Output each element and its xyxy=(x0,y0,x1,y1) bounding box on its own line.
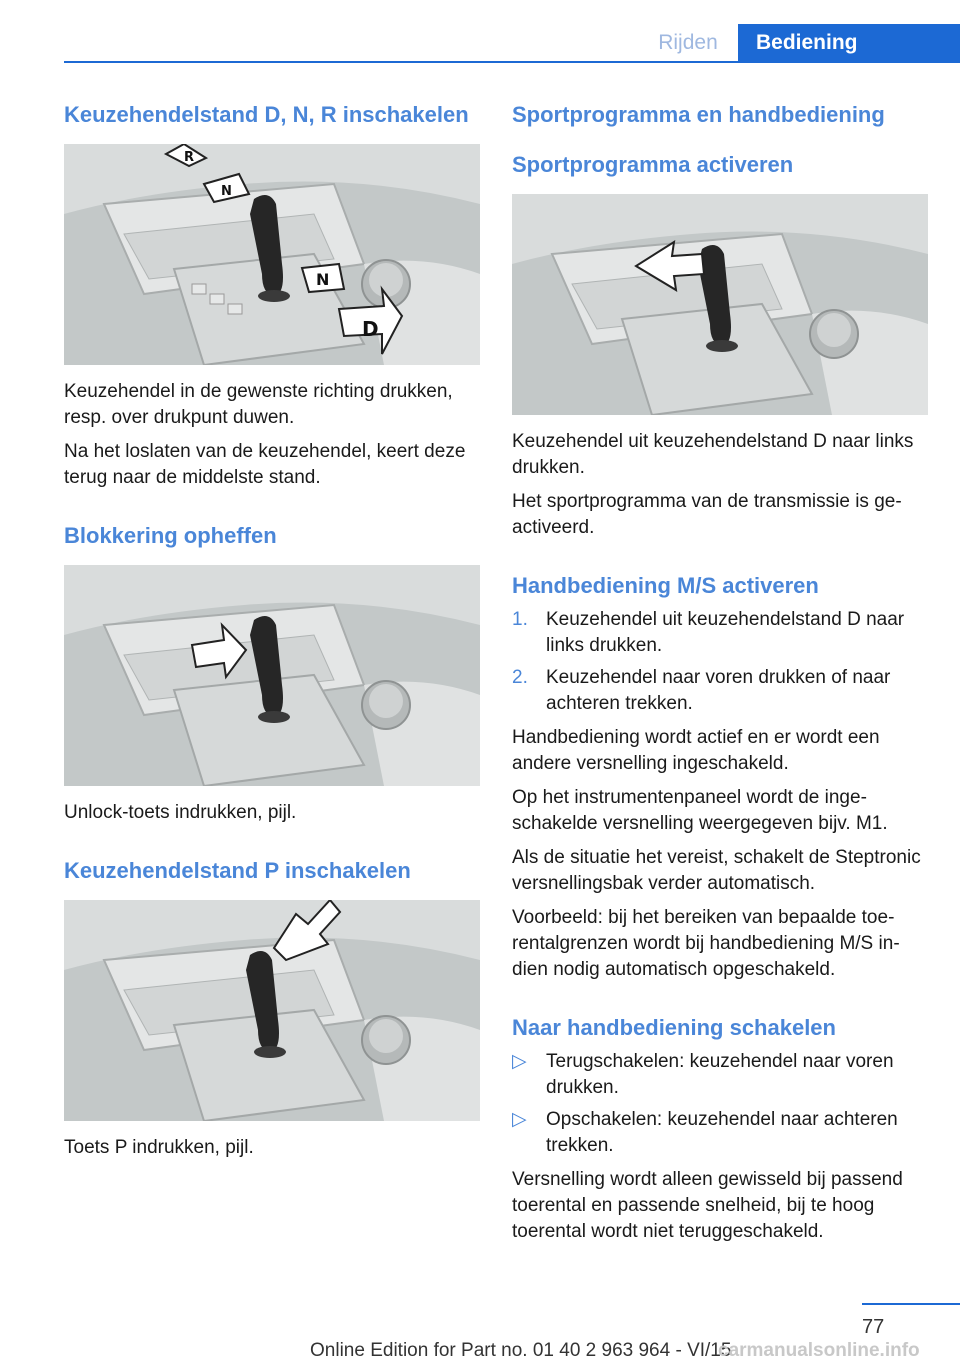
header-tab-bediening[interactable]: Bediening xyxy=(738,24,960,62)
paragraph-sport-2: Het sportprogramma van de transmissie is geactiveerd. xyxy=(512,491,902,538)
step-item xyxy=(512,665,928,717)
triangle-bullet-icon: ▷ xyxy=(512,1109,527,1130)
page-number: 77 xyxy=(862,1316,885,1338)
label-n-upper: N xyxy=(221,184,232,199)
label-n-lower: N xyxy=(316,270,330,289)
bullet-text: Opschakelen: keuzehendel naar achteren trekken. xyxy=(546,1109,898,1156)
step-text: Keuzehendel uit keuzehendelstand D naar links drukken. xyxy=(546,609,905,656)
steps-list xyxy=(512,607,928,717)
left-column xyxy=(64,100,480,1161)
paragraph-manual-5: Versnelling wordt alleen gewisseld bij passend toerental en passende snelheid, bij te hoog toerental wordt niet teruggeschakeld. xyxy=(512,1169,903,1242)
heading-dnr: Keuzehendelstand D, N, R inschakelen xyxy=(64,102,469,127)
paragraph-unlock: Unlock-toets indrukken, pijl. xyxy=(64,802,297,823)
figure-gear-selector-unlock xyxy=(64,565,480,786)
heading-unlock: Blokkering opheffen xyxy=(64,523,277,548)
paragraph-dnr-2: Na het loslaten van de keuzehendel, keert deze terug naar de middelste stand. xyxy=(64,441,466,488)
heading-manual-shift: Naar handbediening schakelen xyxy=(512,1015,836,1040)
bullet-text: Terugschakelen: keuzehendel naar voren drukken. xyxy=(546,1051,894,1098)
page-number-rule xyxy=(862,1303,960,1305)
step-number: 2. xyxy=(512,667,528,688)
label-d: D xyxy=(362,317,379,341)
figure-gear-selector-dnr xyxy=(64,144,480,365)
paragraph-manual-3: Als de situatie het vereist, schakelt de Steptronic versnellingsbak verder automatisch. xyxy=(512,847,921,894)
step-text: Keuzehendel naar voren drukken of naar achteren trekken. xyxy=(546,667,891,714)
edition-footer: Online Edition for Part no. 01 40 2 963 964 - VI/15 xyxy=(310,1340,732,1361)
heading-sport-activate: Sportprogramma activeren xyxy=(512,152,794,177)
bullet-item xyxy=(512,1107,928,1159)
label-r: R xyxy=(184,150,195,165)
paragraph-manual-1: Handbediening wordt actief en er wordt een andere versnelling ingeschakeld. xyxy=(512,727,880,774)
paragraph-dnr-1: Keuzehendel in de gewenste richting drukken, resp. over drukpunt duwen. xyxy=(64,381,453,428)
heading-park: Keuzehendelstand P inschakelen xyxy=(64,858,411,883)
heading-sport-manual: Sportprogramma en handbediening xyxy=(512,102,885,127)
step-item xyxy=(512,607,928,659)
paragraph-sport-1: Keuzehendel uit keuzehendelstand D naar links drukken. xyxy=(512,431,914,478)
watermark: carmanualsonline.info xyxy=(718,1340,920,1361)
figure-gear-selector-sport xyxy=(512,194,928,415)
step-number: 1. xyxy=(512,609,528,630)
heading-manual-activate: Handbediening M/S activeren xyxy=(512,573,819,598)
paragraph-park: Toets P indrukken, pijl. xyxy=(64,1137,254,1158)
figure-gear-selector-park xyxy=(64,900,480,1121)
triangle-bullet-icon: ▷ xyxy=(512,1051,527,1072)
bullet-item xyxy=(512,1049,928,1101)
header-tab-rijden[interactable]: Rijden xyxy=(658,31,718,54)
right-column xyxy=(512,100,928,1245)
paragraph-manual-4: Voorbeeld: bij het bereiken van bepaalde toerentalgrenzen wordt bij handbediening M/S indien nodig automatisch opgeschakeld. xyxy=(512,907,900,980)
bullet-list xyxy=(512,1049,928,1159)
paragraph-manual-2: Op het instrumentenpaneel wordt de ingeschakelde versnelling weergegeven bijv. M1. xyxy=(512,787,888,834)
header-rule xyxy=(64,61,960,63)
